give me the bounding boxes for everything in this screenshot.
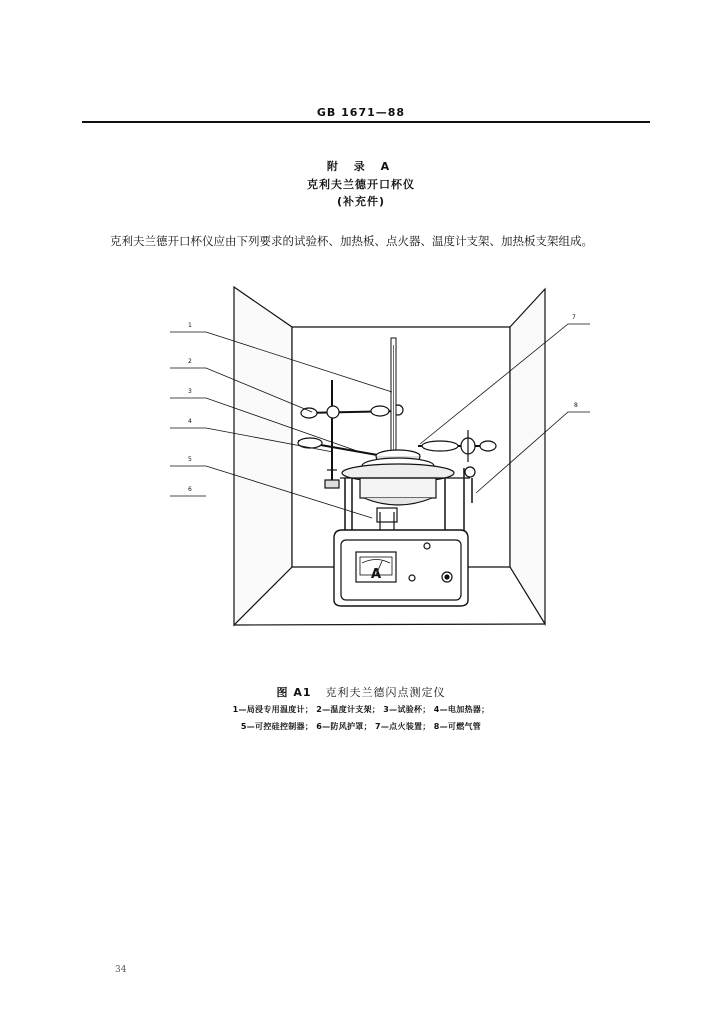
appendix-title: 附 录 A bbox=[326, 160, 396, 173]
callout-4: 4 bbox=[188, 418, 192, 425]
scr-controller bbox=[334, 530, 468, 606]
intro-paragraph: 克利夫兰德开口杯仪应由下列要求的试验杯、加热板、点火器、温度计支架、加热板支架组成。 bbox=[110, 234, 593, 248]
callout-7: 7 bbox=[572, 314, 576, 321]
figure-number: 图 A1 bbox=[276, 686, 312, 699]
thermometer bbox=[391, 338, 397, 459]
appendix-note: (补充件) bbox=[336, 195, 386, 208]
figure-title: 克利夫兰德闪点测定仪 bbox=[325, 686, 446, 699]
callout-2: 2 bbox=[188, 358, 192, 365]
page-number: 34 bbox=[115, 965, 127, 975]
appendix-name: 克利夫兰德开口杯仪 bbox=[307, 178, 415, 191]
figure-caption bbox=[0, 684, 722, 700]
callout-1: 1 bbox=[188, 322, 192, 329]
ammeter-label: A bbox=[371, 567, 382, 582]
callout-8: 8 bbox=[574, 402, 578, 409]
callout-3: 3 bbox=[188, 388, 192, 395]
figure-legend-line-2: 5—可控硅控制器； 6—防风护罩； 7—点火装置； 8—可燃气管 bbox=[240, 722, 482, 731]
callout-5: 5 bbox=[188, 456, 192, 463]
standard-code: GB 1671—88 bbox=[316, 106, 406, 119]
callout-6: 6 bbox=[188, 486, 192, 493]
figure-legend-line-1: 1—局浸专用温度计； 2—温度计支架； 3—试验杯； 4—电加热器； bbox=[232, 705, 490, 714]
